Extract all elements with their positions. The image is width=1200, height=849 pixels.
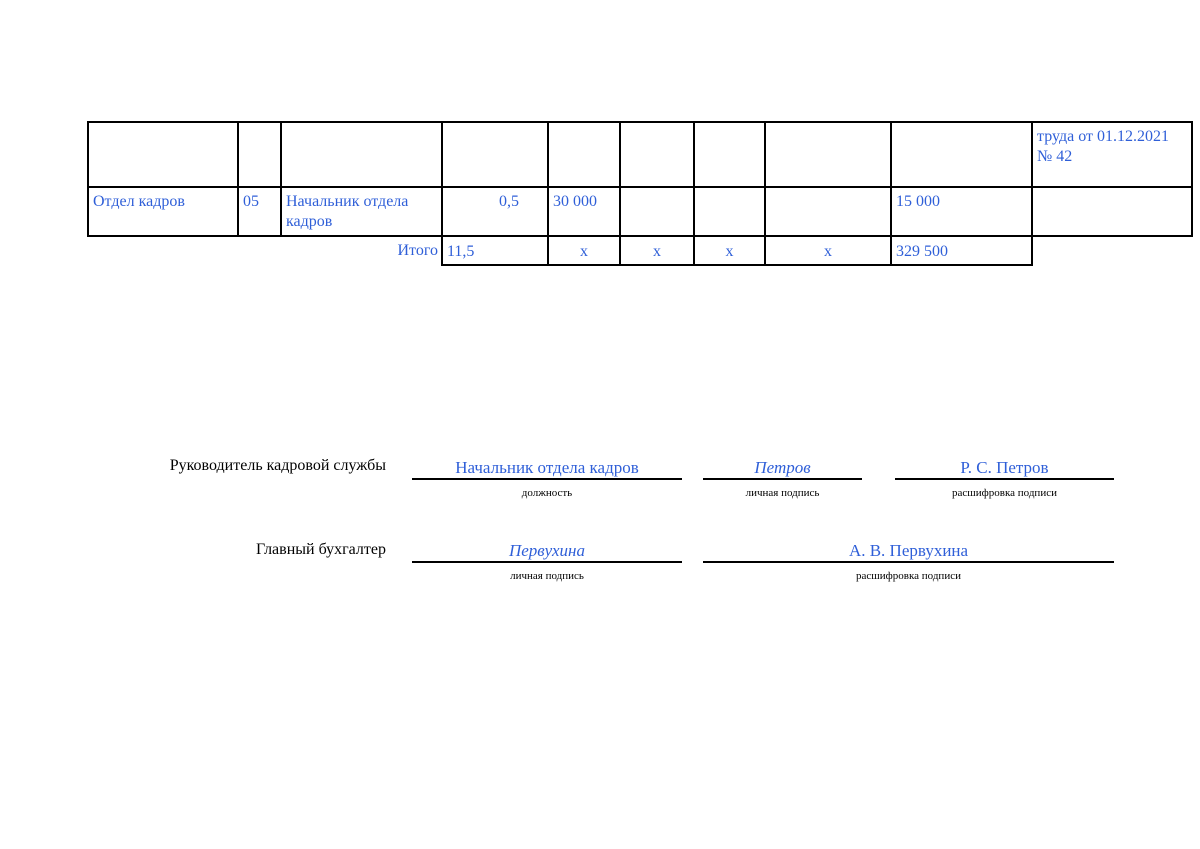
totals-sum-text: 329 500 [896,243,948,260]
table-cell [547,121,621,188]
hr-name-field: Р. С. Петров [895,458,1114,480]
totals-x-text: x [653,243,661,260]
totals-x-text: x [824,243,832,260]
hr-signature-caption: личная подпись [745,487,820,499]
table-cell [619,121,695,188]
table-cell [1031,186,1193,237]
salary-text: 30 000 [553,193,597,210]
hr-name-caption: расшифровка подписи [952,487,1057,499]
position-cell [280,186,443,237]
hr-head-role-label: Руководитель кадровой службы [169,457,386,474]
accountant-signature-field: Первухина [412,541,682,563]
totals-x-text: x [580,243,588,260]
order-reference-text: труда от 01.12.2021 № 42 [1037,128,1169,165]
table-cell [693,121,766,188]
totals-sum-cell [890,235,1033,266]
order-reference-cell [1031,121,1193,188]
code-cell [237,186,282,237]
table-cell [280,121,443,188]
code-text: 05 [243,193,259,210]
table-cell [693,186,766,237]
hr-position-caption: должность [521,487,573,499]
accountant-name-caption: расшифровка подписи [856,570,961,582]
totals-units-cell [441,235,549,266]
hr-signature-field: Петров [703,458,862,480]
row-total-cell [890,186,1033,237]
totals-x-text: x [725,243,734,260]
accountant-role-label: Главный бухгалтер [256,541,386,558]
table-cell [87,121,239,188]
accountant-name-field: А. В. Первухина [703,541,1114,563]
table-cell [764,121,892,188]
table-cell [441,121,549,188]
totals-x-cell [693,235,766,266]
salary-cell [547,186,621,237]
table-cell [619,186,695,237]
table-cell [890,121,1033,188]
totals-x-cell [764,235,892,266]
department-text: Отдел кадров [93,193,185,210]
table-cell [764,186,892,237]
department-cell [87,186,239,237]
totals-units-text: 11,5 [447,243,475,260]
units-text: 0,5 [499,193,519,210]
hr-position-field: Начальник отдела кадров [412,458,682,480]
totals-label: Итого [397,242,438,259]
row-total-text: 15 000 [896,193,940,210]
position-text: Начальник отдела кадров [286,193,409,230]
totals-x-cell [619,235,695,266]
accountant-signature-caption: личная подпись [510,570,584,582]
table-cell [237,121,282,188]
totals-x-cell [547,235,621,266]
units-cell [441,186,549,237]
